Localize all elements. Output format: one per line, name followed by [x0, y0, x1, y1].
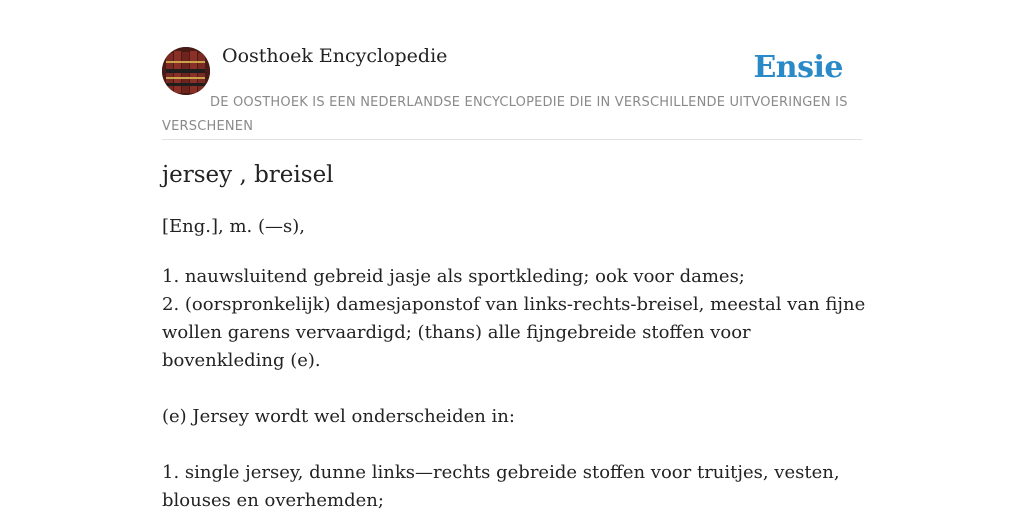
- note-item: 1. single jersey, dunne links—rechts gebreide stoffen voor truitjes, vesten, blouses en overhemden;: [162, 462, 840, 511]
- definition-item: 1. nauwsluitend gebreid jasje als sportkleding; ook voor dames;: [162, 266, 745, 287]
- entry-body: [162, 263, 866, 512]
- definition-item: 2. (oorspronkelijk) damesjaponstof van links-rechts-breisel, meestal van fijne wollen garens vervaardigd; (thans) alle fijngebreide stoffen voor bovenkleding (e).: [162, 294, 866, 371]
- source-header: [162, 0, 862, 140]
- note-intro: (e) Jersey wordt wel onderscheiden in:: [162, 406, 515, 427]
- spacer: [162, 431, 866, 459]
- book-spines-icon: [162, 47, 210, 95]
- entry-grammar: [Eng.], m. (—s),: [162, 216, 305, 237]
- spacer: [162, 375, 866, 403]
- source-name[interactable]: Oosthoek Encyclopedie: [222, 45, 448, 67]
- entry-title: jersey , breisel: [162, 162, 334, 188]
- source-description: DE OOSTHOEK IS EEN NEDERLANDSE ENCYCLOPEDIE DIE IN VERSCHILLENDE UITVOERINGEN IS VERSCHENEN: [162, 95, 848, 134]
- source-avatar[interactable]: [162, 47, 210, 95]
- brand-logo[interactable]: Ensie: [753, 50, 843, 85]
- content-container: [162, 0, 866, 511]
